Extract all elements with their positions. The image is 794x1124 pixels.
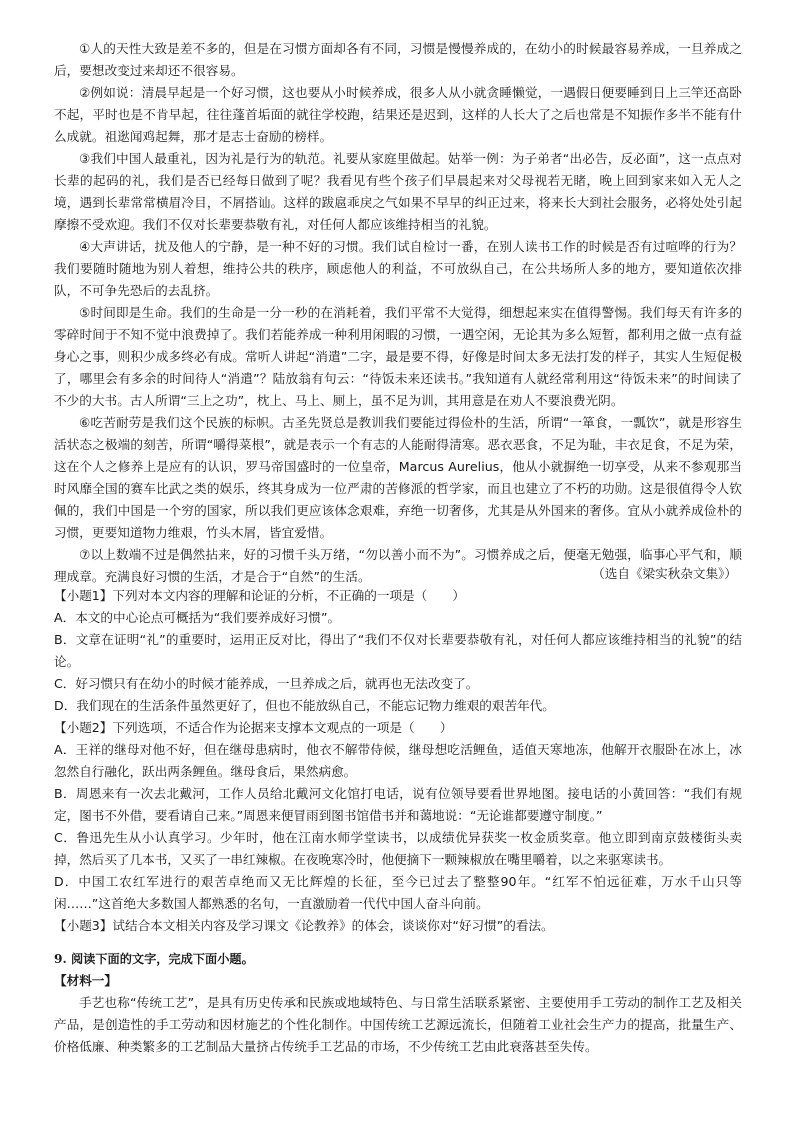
question-1-option-d: D．我们现在的生活条件虽然更好了，但也不能放纵自己，不能忘记物力维艰的艰苦年代。 — [54, 698, 555, 713]
article-paragraph-4: ④大声讲话，扰及他人的宁静，是一种不好的习惯。我们试自检讨一番，在别人读书工作的时候是否有过喧哗的行为？我们要随时随地为别人着想，维持公共的秩序，顾虑他人的利益，不可放纵自己，在公共场所人多的地方，要知道依次排队，不可争先恐后的去乱挤。 — [54, 239, 742, 298]
article-body — [54, 38, 742, 588]
article-paragraph-2: ②例如说：清晨早起是一个好习惯，这也要从小时候养成，很多人从小就贪睡懒觉，一遇假日便要睡到日上三竿还高卧不起，平时也是不肯早起，往往蓬首垢面的就往学校跑，结果还是迟到，这样的人长大了之后也常是不知振作多半不能有什么成就。祖逖闻鸡起舞，那才是志士奋励的榜样。 — [54, 85, 742, 144]
material-1-label: 【材料一】 — [54, 973, 117, 988]
question-1-option-b: B．文章在证明“礼”的重要时，运用正反对比，得出了“我们不仅对长辈要恭敬有礼，对任何人都应该维持相当的礼貌”的结论。 — [54, 632, 742, 669]
question-2-option-a: A．王祥的继母对他不好，但在继母患病时，他衣不解带侍候，继母想吃活鲤鱼，适值天寒地冻，他解开衣服卧在冰上，冰忽然自行融化，跃出两条鲤鱼。继母食后，果然病愈。 — [54, 742, 742, 779]
question-1-option-c: C．好习惯只有在幼小的时候才能养成，一旦养成之后，就再也无法改变了。 — [54, 676, 479, 691]
question-1-option-a: A．本文的中心论点可概括为“我们要养成好习惯”。 — [54, 610, 341, 625]
article-paragraph-1: ①人的天性大致是差不多的，但是在习惯方面却各有不同，习惯是慢慢养成的，在幼小的时候最容易养成，一旦养成之后，要想改变过来却还不很容易。 — [54, 41, 742, 78]
question-2-option-c: C．鲁迅先生从小认真学习。少年时，他在江南水师学堂读书，以成绩优异获奖一枚金质奖章。他立即到南京鼓楼街头卖掉，然后买了几本书，又买了一串红辣椒。在夜晚寒冷时，他便摘下一颗辣椒放在嘴里嚼着，以之来驱寒读书。 — [54, 830, 742, 867]
section-9 — [54, 948, 742, 1058]
material-1-paragraph: 手艺也称“传统工艺”，是具有历史传承和民族或地域特色、与日常生活联系紧密、主要使用手工劳动的制作工艺及相关产品，是创造性的手工劳动和因材施艺的个性化制作。中国传统工艺源远流长，但随着工业社会生产力的提高，批量生产、价格低廉、种类繁多的工艺制品大量挤占传统手工艺品的市场，不少传统工艺由此衰落甚至失传。 — [54, 995, 742, 1054]
question-2-option-d: D．中国工农红军进行的艰苦卓绝而又无比辉煌的长征，至今已过去了整整90年。“红军不怕远征难，万水千山只等闲……”这首绝大多数国人都熟悉的名句，一直激励着一代代中国人奋斗向前。 — [54, 874, 742, 911]
question-3-stem: 【小题3】试结合本文相关内容及学习课文《论教养》的体会，谈谈你对“好习惯”的看法。 — [54, 918, 554, 933]
article-paragraph-6: ⑥吃苦耐劳是我们这个民族的标帜。古圣先贤总是教训我们要能过得俭朴的生活，所谓“一箪食，一瓢饮”，就是形容生活状态之极端的刻苦，所谓“嚼得菜根”，就是表示一个有志的人能耐得清寒。恶衣恶食，不足为耻，丰衣足食，不足为荣，这在个人之修养上是应有的认识，罗马帝国盛时的一位皇帝，Marcus Aurelius，他从小就摒绝一切享受，从来不参观那当时风靡全国的赛车比武之类的娱乐，终其身成为一位严肃的苦修派的哲学家，而且也建立了不朽的功勋。这是很值得令人钦佩的，我们中国是一个穷的国家，所以我们更应该体念艰难，弃绝一切奢侈，尤其是从外国来的奢侈。宜从小就养成俭朴的习惯，更要知道物力维艰，竹头木屑，皆宜爱惜。 — [54, 415, 742, 540]
question-block — [54, 585, 742, 937]
question-2-option-b: B．周恩来有一次去北戴河，工作人员给北戴河文化馆打电话，说有位领导要看世界地图。接电话的小黄回答：“我们有规定，图书不外借，要看请自己来。”周恩来便冒雨到图书馆借书并和蔼地说：“无论谁都要遵守制度。” — [54, 786, 742, 823]
article-paragraph-5: ⑤时间即是生命。我们的生命是一分一秒的在消耗着，我们平常不大觉得，细想起来实在值得警惕。我们每天有许多的零碎时间于不知不觉中浪费掉了。我们若能养成一种利用闲暇的习惯，一遇空闲，无论其为多么短暂，都利用之做一点有益身心之事，则积少成多终必有成。常听人讲起“消遣”二字，最是要不得，好像是时间太多无法打发的样子，其实人生短促极了，哪里会有多余的时间待人“消遣”？陆放翁有句云：“待饭未来还读书。”我知道有人就经常利用这“待饭未来”的时间读了不少的大书。古人所谓“三上之功”，枕上、马上、厕上，虽不足为训，其用意是在劝人不要浪费光阴。 — [54, 305, 742, 408]
section-9-title: 9. 阅读下面的文字，完成下面小题。 — [54, 952, 254, 966]
question-2-stem: 【小题2】下列选项，不适合作为论据来支撑本文观点的一项是（ ） — [54, 720, 453, 735]
article-paragraph-7: ⑦以上数端不过是偶然拈来，好的习惯千头万绪，“勿以善小而不为”。习惯养成之后，便毫无勉强，临事心平气和，顺理成章。充满良好习惯的生活，才是合于“自然”的生活。 — [54, 547, 742, 584]
question-1-stem: 【小题1】下列对本文内容的理解和论证的分析，不正确的一项是（ ） — [54, 588, 466, 603]
article-paragraph-3: ③我们中国人最重礼，因为礼是行为的轨范。礼要从家庭里做起。姑举一例：为子弟者“出必告，反必面”，这一点点对长辈的起码的礼，我们是否已经每日做到了呢？我看见有些个孩子们早晨起来对父母视若无睹，晚上回到家来如入无人之境，遇到长辈常常横眉冷目，不屑搭讪。这样的跋扈乖戾之气如果不早早的纠正过来，将来长大到社会服务，必将处处引起摩擦不受欢迎。我们不仅对长辈要恭敬有礼，对任何人都应该维持相当的礼貌。 — [54, 151, 742, 232]
article-source: （选自《梁实秋杂文集》） — [592, 566, 737, 581]
